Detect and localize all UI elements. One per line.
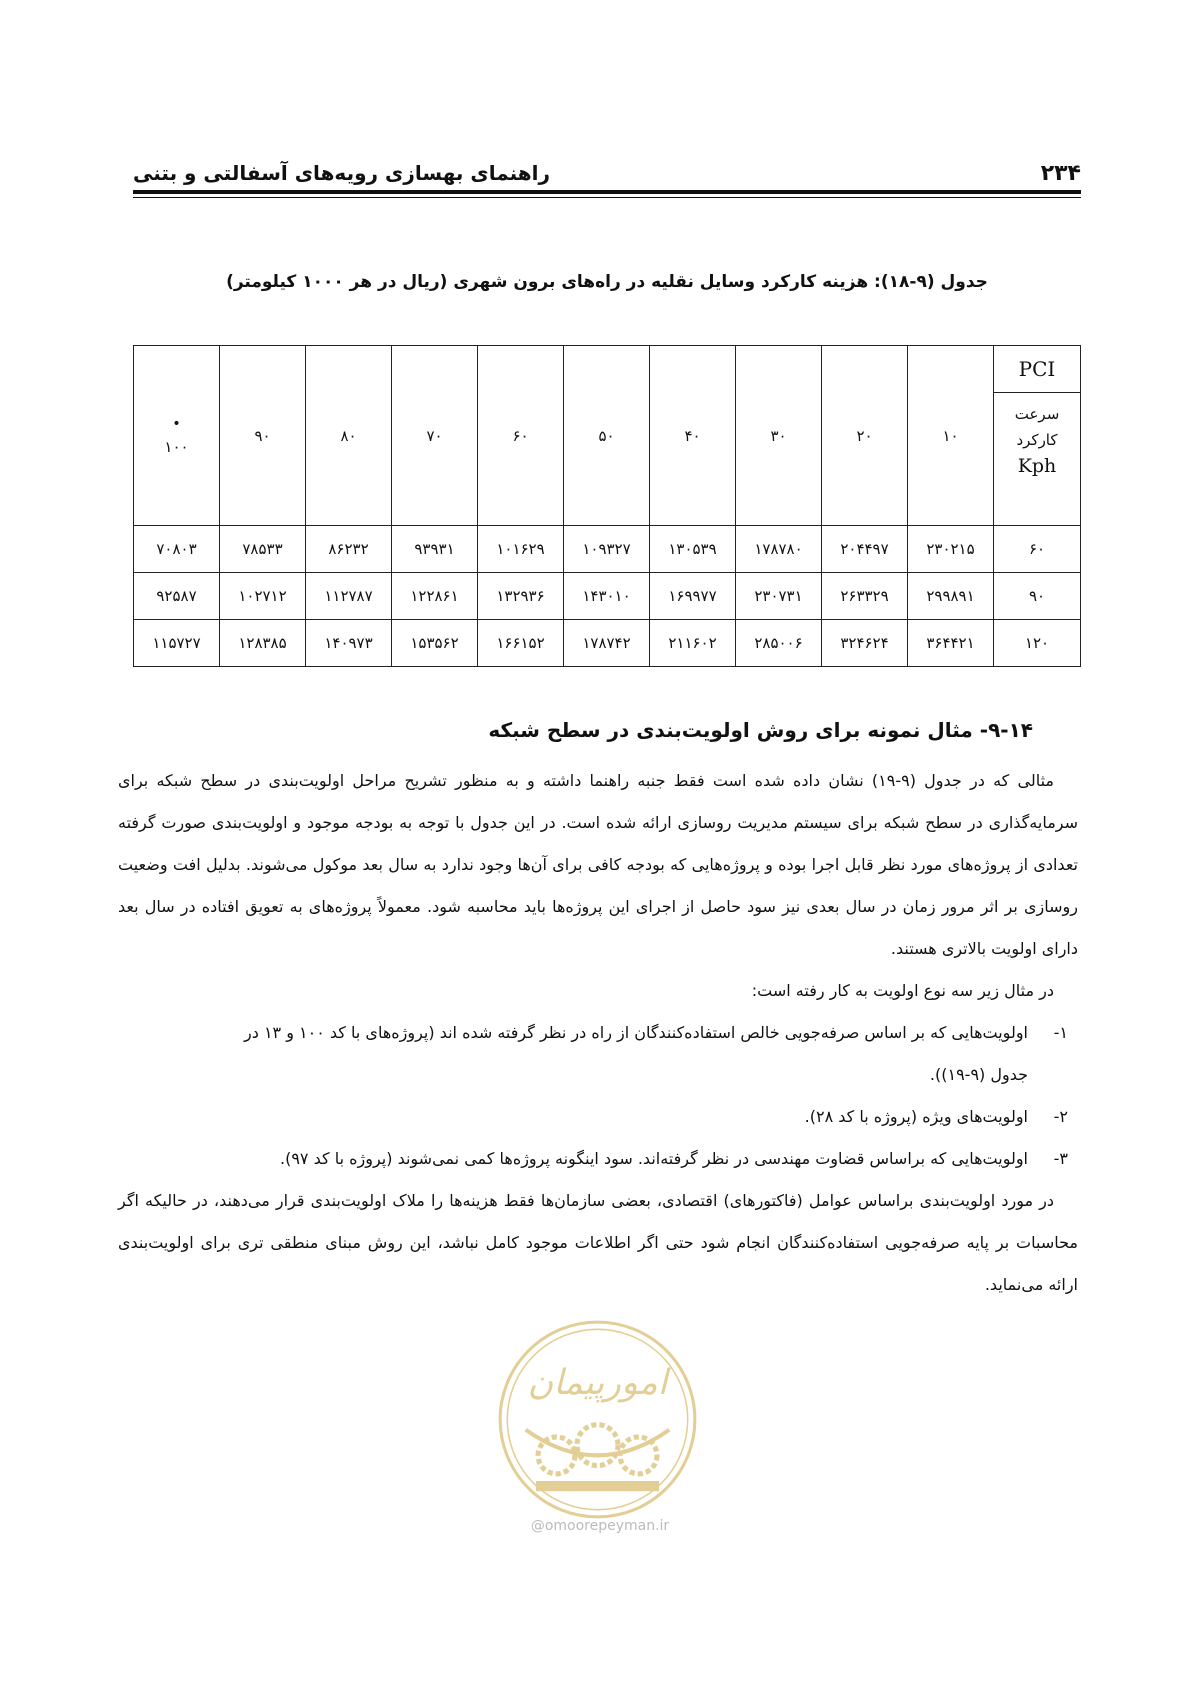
cost-cell: ۱۴۳۰۱۰	[564, 573, 650, 620]
cost-cell: ۱۶۹۹۷۷	[650, 573, 736, 620]
cost-cell: ۲۸۵۰۰۶	[736, 620, 822, 667]
cost-cell: ۲۹۹۸۹۱	[908, 573, 994, 620]
cost-cell: ۲۶۳۳۲۹	[822, 573, 908, 620]
cost-cell: ۸۶۲۳۲	[306, 526, 392, 573]
cost-cell: ۱۰۹۳۲۷	[564, 526, 650, 573]
cost-cell: ۱۴۰۹۷۳	[306, 620, 392, 667]
paragraph: در مثال زیر سه نوع اولویت به کار رفته است:	[751, 981, 1054, 1000]
cost-cell: ۱۳۰۵۳۹	[650, 526, 736, 573]
list-item-continued: جدول (۹-۱۹)).	[929, 1065, 1028, 1084]
pci-header: ۹۰	[220, 346, 306, 526]
cost-cell: ۱۰۲۷۱۲	[220, 573, 306, 620]
pci-label: PCI	[994, 346, 1080, 393]
pci-header: ۴۰	[650, 346, 736, 526]
cost-cell: ۳۶۴۴۲۱	[908, 620, 994, 667]
running-title: راهنمای بهسازی رویه‌های آسفالتی و بتنی	[133, 161, 551, 185]
list-item: ۱-اولویت‌هایی که بر اساس صرفه‌جویی خالص استفاده‌کنندگان از راه در نظر گرفته شده اند (پروژه‌های با کد ۱۰۰ و ۱۳ در	[244, 1023, 1068, 1042]
page-number: ۲۳۴	[1040, 161, 1081, 186]
table-row	[134, 573, 1081, 620]
pci-header: ۶۰	[478, 346, 564, 526]
pci-header: ۸۰	[306, 346, 392, 526]
paragraph: مثالی که در جدول (۹-۱۹) نشان داده شده است فقط جنبه راهنما داشته و به منظور تشریح مراحل اولویت‌بندی در سطح شبکه برای سرمایه‌گذاری در سطح شبکه برای سیستم مدیریت روسازی ارائه شده است. در این جدول با توجه به بودجه موجود و اولویت‌بندی صورت گرفته تعدادی از پروژه‌های مورد نظر قابل اجرا بوده و پروژه‌هایی که بودجه کافی برای آن‌ها وجود ندارد به سال بعد موکول می‌شوند. بدلیل افت وضعیت روسازی بر اثر مرور زمان در سال بعدی نیز سود حاصل از اجرای این پروژه‌ها باید محاسبه شود. معمولاً پروژه‌های به تعویق افتاده در سال بعد دارای اولویت بالاتری هستند.	[118, 771, 1078, 958]
cost-cell: ۱۷۸۷۸۰	[736, 526, 822, 573]
cost-cell: ۱۷۸۷۴۲	[564, 620, 650, 667]
pci-header-100: • ۱۰۰	[134, 346, 220, 526]
header-rule-thick	[133, 190, 1081, 194]
cost-cell: ۱۰۱۶۲۹	[478, 526, 564, 573]
header-rule-thin	[133, 197, 1081, 198]
cost-cell: ۹۳۹۳۱	[392, 526, 478, 573]
dot-mark: •	[172, 415, 181, 432]
table-caption: جدول (۹-۱۸): هزینه کارکرد وسایل نقلیه در راه‌های برون شهری (ریال در هر ۱۰۰۰ کیلومتر)	[226, 272, 988, 292]
section-title: ۹-۱۴- مثال نمونه برای روش اولویت‌بندی در سطح شبکه	[488, 718, 1033, 742]
list-item: ۲-اولویت‌های ویژه (پروژه با کد ۲۸).	[804, 1107, 1068, 1126]
cost-cell: ۱۱۵۷۲۷	[134, 620, 220, 667]
speed-cell: ۶۰	[994, 526, 1081, 573]
cost-cell: ۱۱۲۷۸۷	[306, 573, 392, 620]
cost-cell: ۲۱۱۶۰۲	[650, 620, 736, 667]
pci-header: ۱۰	[908, 346, 994, 526]
cost-cell: ۹۲۵۸۷	[134, 573, 220, 620]
cost-cell: ۲۳۰۲۱۵	[908, 526, 994, 573]
speed-cell: ۱۲۰	[994, 620, 1081, 667]
pci-header: ۷۰	[392, 346, 478, 526]
cost-cell: ۱۲۸۳۸۵	[220, 620, 306, 667]
paragraph: در مورد اولویت‌بندی براساس عوامل (فاکتورهای) اقتصادی، بعضی سازمان‌ها فقط هزینه‌ها را ملاک اولویت‌بندی قرار می‌دهند، در حالیکه اگر محاسبات بر پایه صرفه‌جویی استفاده‌کنندگان انجام شود حتی اگر اطلاعات موجود کامل نباشد، این روش مبنای منطقی تری برای اولویت‌بندی ارائه می‌نماید.	[118, 1191, 1078, 1294]
cost-cell: ۳۲۴۶۲۴	[822, 620, 908, 667]
page-header	[133, 153, 1081, 191]
cost-cell: ۱۵۳۵۶۲	[392, 620, 478, 667]
speed-unit: Kph	[1017, 455, 1057, 477]
body-text	[118, 760, 1078, 1306]
cost-cell: ۱۶۶۱۵۲	[478, 620, 564, 667]
watermark-url: @omoorepeyman.ir	[530, 1518, 670, 1534]
table-header-row	[134, 346, 1081, 526]
watermark-logo	[495, 1317, 700, 1522]
corner-cell	[994, 346, 1081, 526]
table-row	[134, 620, 1081, 667]
cost-cell: ۷۰۸۰۳	[134, 526, 220, 573]
pci-header: ۲۰	[822, 346, 908, 526]
cost-cell: ۲۳۰۷۳۱	[736, 573, 822, 620]
speed-cell: ۹۰	[994, 573, 1081, 620]
cost-cell: ۲۰۴۴۹۷	[822, 526, 908, 573]
table-row	[134, 526, 1081, 573]
speed-label: سرعت کارکرد	[1014, 405, 1060, 449]
cost-cell: ۷۸۵۳۳	[220, 526, 306, 573]
cost-cell: ۱۳۲۹۳۶	[478, 573, 564, 620]
pci-header: ۵۰	[564, 346, 650, 526]
list-item: ۳-اولویت‌هایی که براساس قضاوت مهندسی در نظر گرفته‌اند. سود اینگونه پروژه‌ها کمی نمی‌شوند (پروژه با کد ۹۷).	[280, 1149, 1068, 1168]
cost-cell: ۱۲۲۸۶۱	[392, 573, 478, 620]
vehicle-cost-table	[133, 345, 1081, 667]
svg-text:امورپیمان: امورپیمان	[527, 1362, 668, 1403]
pci-header: ۳۰	[736, 346, 822, 526]
